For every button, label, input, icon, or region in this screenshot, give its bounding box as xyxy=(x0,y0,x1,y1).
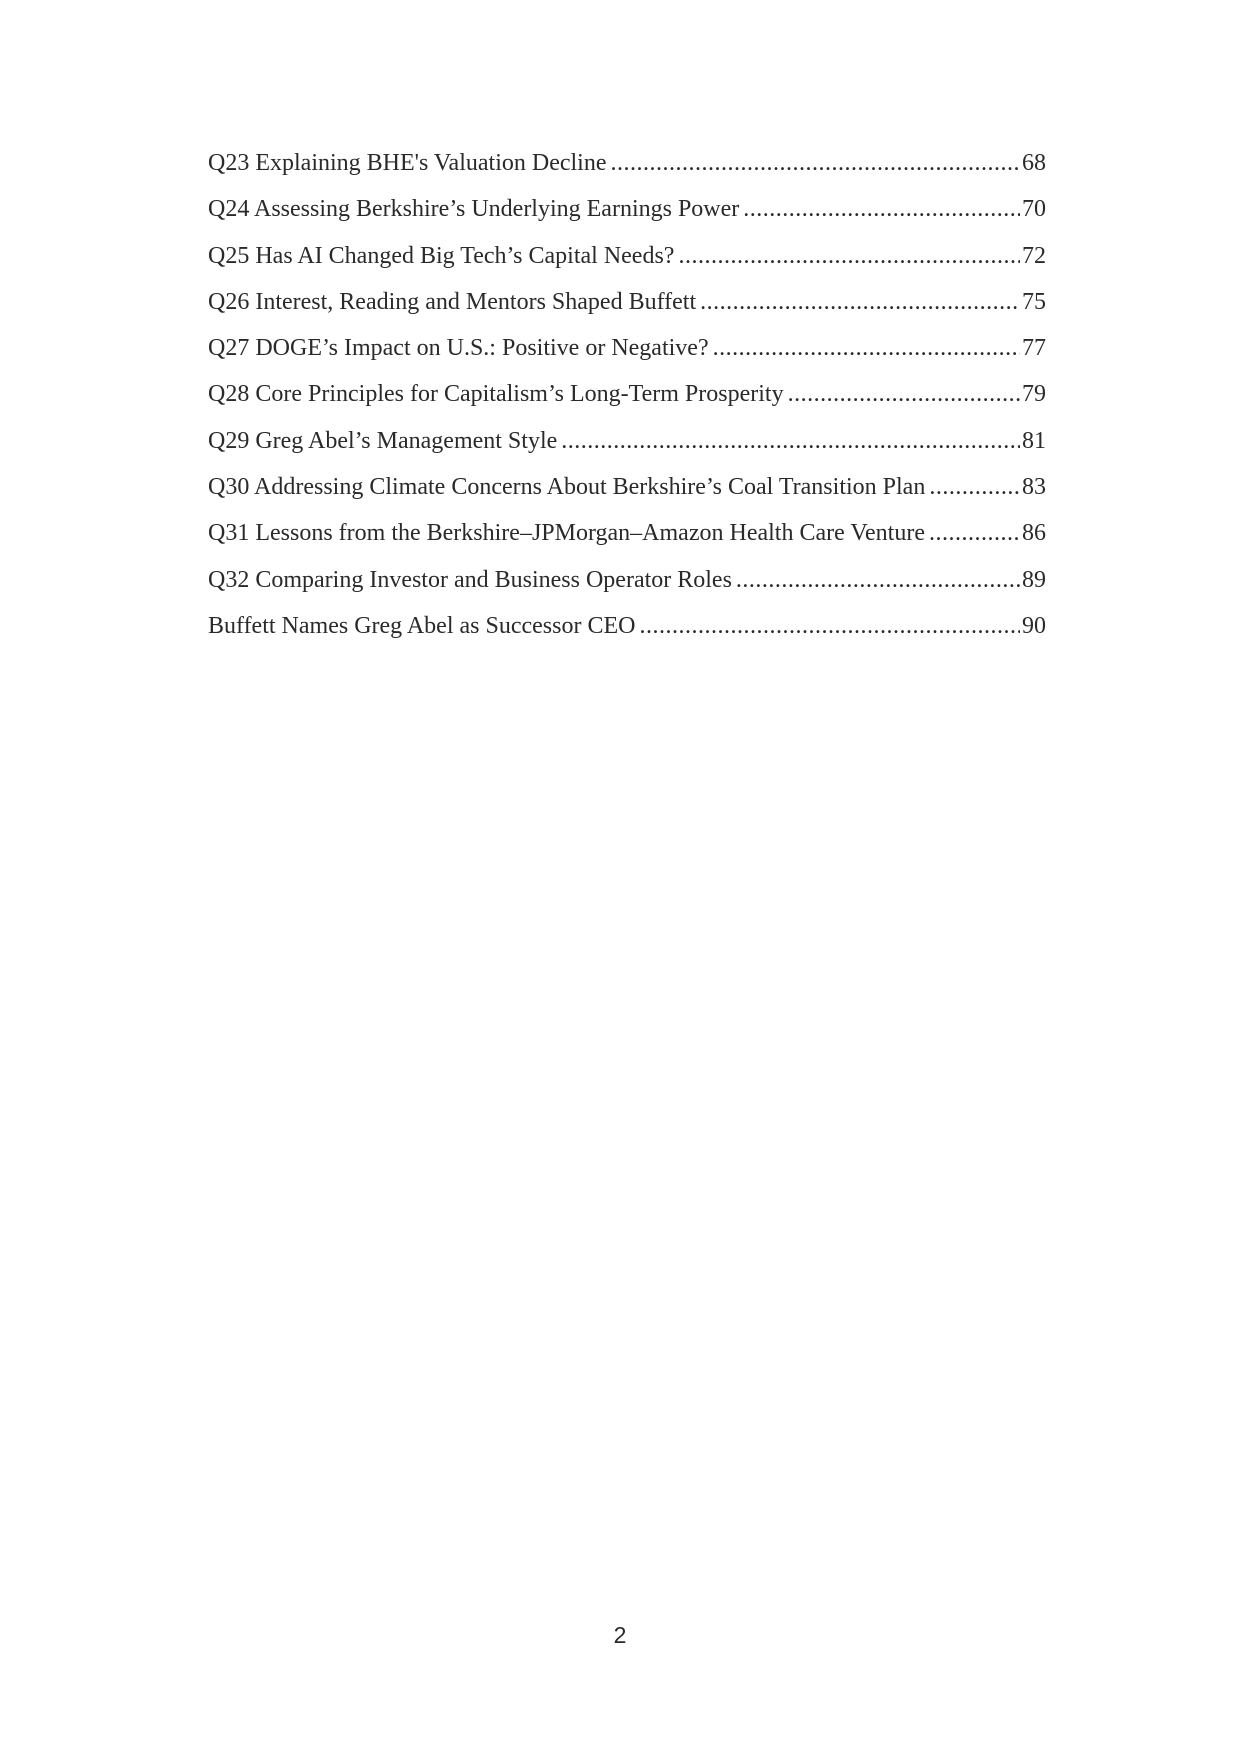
toc-entry-title: Q26 Interest, Reading and Mentors Shaped Buffett xyxy=(208,288,697,315)
toc-entry-title: Q31 Lessons from the Berkshire–JPMorgan–Amazon Health Care Venture xyxy=(208,520,925,547)
toc-entry[interactable] xyxy=(208,474,1046,520)
toc-entry-page: 77 xyxy=(1022,335,1046,362)
toc-entry-title: Q30 Addressing Climate Concerns About Berkshire’s Coal Transition Plan xyxy=(208,474,926,501)
toc-dot-leader xyxy=(610,150,1020,177)
toc-entry[interactable] xyxy=(208,289,1046,335)
toc-entry[interactable] xyxy=(208,567,1046,613)
toc-entry-title: Q32 Comparing Investor and Business Operator Roles xyxy=(208,566,732,593)
toc-entry-page: 68 xyxy=(1022,150,1046,176)
toc-entry-title: Buffett Names Greg Abel as Successor CEO xyxy=(208,612,636,639)
toc-entry-page: 72 xyxy=(1022,242,1046,269)
toc-entry-page: 70 xyxy=(1022,196,1046,223)
toc-entry-page: 83 xyxy=(1022,474,1046,501)
table-of-contents xyxy=(208,150,1046,659)
toc-entry-title: Q29 Greg Abel’s Management Style xyxy=(208,427,558,454)
toc-dot-leader xyxy=(561,428,1020,455)
toc-dot-leader xyxy=(929,520,1020,547)
toc-entry[interactable] xyxy=(208,196,1046,242)
toc-entry-page: 90 xyxy=(1022,612,1046,639)
toc-dot-leader xyxy=(788,381,1020,408)
toc-entry-title: Q27 DOGE’s Impact on U.S.: Positive or Negative? xyxy=(208,335,709,362)
toc-entry-page: 75 xyxy=(1022,288,1046,315)
toc-entry-title: Q25 Has AI Changed Big Tech’s Capital Needs? xyxy=(208,242,675,269)
toc-dot-leader xyxy=(736,567,1020,594)
toc-entry-title: Q24 Assessing Berkshire’s Underlying Earnings Power xyxy=(208,196,740,223)
toc-entry[interactable] xyxy=(208,243,1046,289)
toc-entry[interactable] xyxy=(208,520,1046,566)
toc-dot-leader xyxy=(639,613,1020,640)
toc-entry[interactable] xyxy=(208,613,1046,659)
toc-dot-leader xyxy=(678,243,1020,270)
toc-entry[interactable] xyxy=(208,428,1046,474)
toc-entry[interactable] xyxy=(208,150,1046,196)
toc-dot-leader xyxy=(929,474,1020,501)
toc-entry-page: 89 xyxy=(1022,566,1046,593)
toc-entry-page: 81 xyxy=(1022,427,1046,454)
toc-entry[interactable] xyxy=(208,381,1046,427)
toc-dot-leader xyxy=(743,196,1020,223)
toc-dot-leader xyxy=(713,335,1020,362)
toc-entry[interactable] xyxy=(208,335,1046,381)
toc-entry-title: Q23 Explaining BHE's Valuation Decline xyxy=(208,150,607,176)
toc-entry-page: 86 xyxy=(1022,520,1046,547)
toc-dot-leader xyxy=(700,289,1020,316)
page-number: 2 xyxy=(613,1622,627,1648)
toc-entry-page: 79 xyxy=(1022,381,1046,408)
toc-entry-title: Q28 Core Principles for Capitalism’s Long-Term Prosperity xyxy=(208,381,784,408)
